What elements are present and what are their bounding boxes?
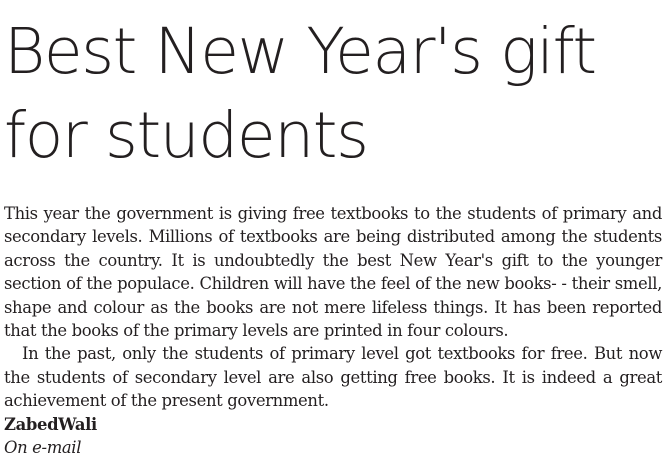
source-note: On e-mail — [4, 438, 82, 458]
article-body — [4, 202, 662, 459]
headline-line-1: Best New Year's gift — [4, 15, 596, 88]
headline — [4, 10, 662, 178]
letter-article — [4, 0, 662, 459]
author-name: ZabedWali — [4, 414, 97, 434]
headline-line-2: for students — [4, 99, 368, 172]
paragraph-2: In the past, only the students of primary level got textbooks for free. But now the students of secondary level are also getting free books. It is indeed a great achievement of the present government. — [4, 344, 662, 411]
paragraph-1: This year the government is giving free textbooks to the students of primary and secondary levels. Millions of textbooks are being distributed among the students across the country. It is undoubtedly the best New Year's gift to the younger section of the populace. Children will have the feel of the new books- - their smell, shape and colour as the books are not mere lifeless things. It has been reported that the books of the primary levels are printed in four colours. — [4, 204, 662, 341]
